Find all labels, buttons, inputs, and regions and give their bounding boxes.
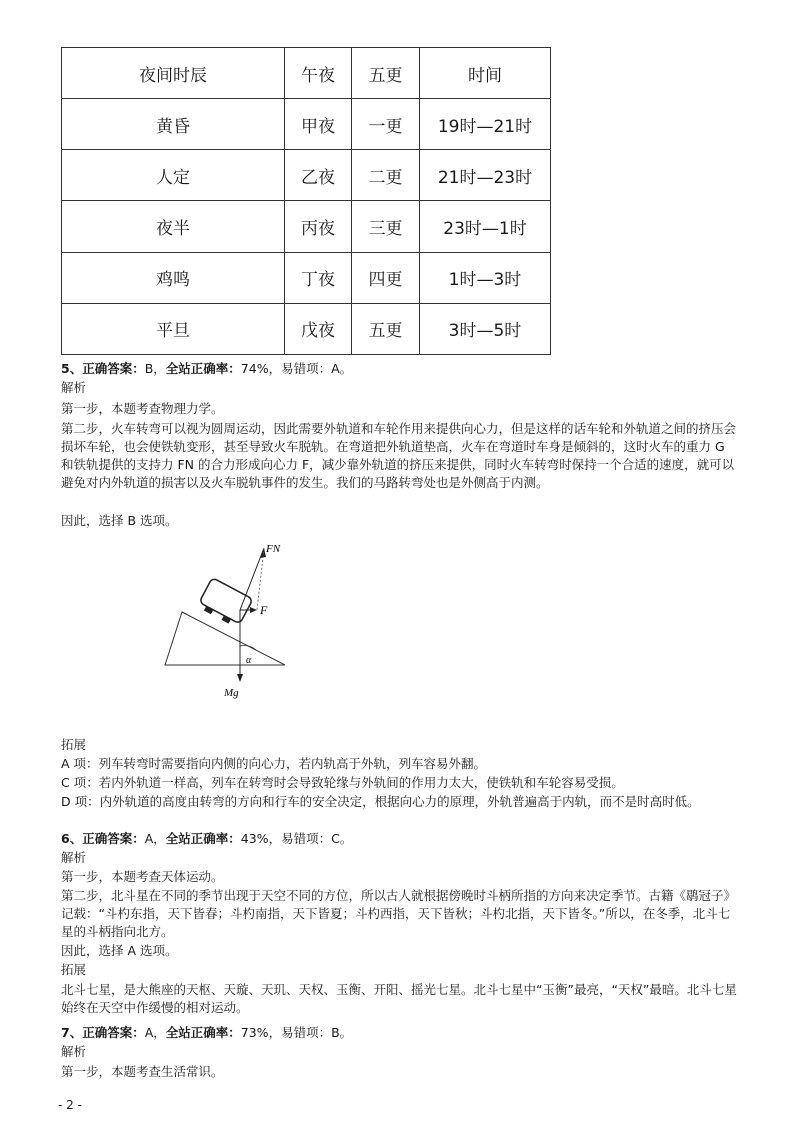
q5-answer-line <box>61 360 741 378</box>
table-cell: 一更 <box>352 99 420 150</box>
q7-answer-head: 7、正确答案： <box>61 1025 145 1040</box>
night-time-table <box>61 47 551 355</box>
table-cell: 夜半 <box>62 201 285 252</box>
table-row <box>62 99 551 150</box>
q6-rate-value: 43%，易错项：C。 <box>240 831 353 846</box>
q7-answer-value: A， <box>144 1025 166 1040</box>
table-header: 夜间时辰 <box>62 48 285 99</box>
q5-analysis-label: 解析 <box>61 380 87 395</box>
table-cell: 21时—23时 <box>420 150 551 201</box>
table-cell: 平旦 <box>62 303 285 354</box>
table-cell: 19时—21时 <box>420 99 551 150</box>
q7-step1: 第一步，本题考查生活常识。 <box>61 1064 224 1079</box>
table-cell: 二更 <box>352 150 420 201</box>
table-cell: 丁夜 <box>285 252 352 303</box>
q6-conclusion: 因此，选择 A 选项。 <box>61 943 178 958</box>
force-diagram <box>160 540 300 700</box>
table-row <box>62 150 551 201</box>
q5-expand-a: A 项：列车转弯时需要指向内侧的向心力，若内轨高于外轨，列车容易外翻。 <box>61 756 487 771</box>
q5-expand-c: C 项：若内外轨道一样高，列车在转弯时会导致轮缘与外轨间的作用力太大，使铁轨和车轮容易受损。 <box>61 775 624 790</box>
q5-conclusion: 因此，选择 B 选项。 <box>61 513 178 528</box>
q5-rate-head: 全站正确率： <box>165 361 241 376</box>
q5-rate-value: 74%，易错项：A。 <box>240 361 353 376</box>
table-cell: 丙夜 <box>285 201 352 252</box>
q6-answer-value: A， <box>144 831 166 846</box>
q7-rate-head: 全站正确率： <box>165 1025 241 1040</box>
table-cell: 3时—5时 <box>420 303 551 354</box>
table-header: 午夜 <box>285 48 352 99</box>
q5-answer-value: B， <box>144 361 166 376</box>
table-cell: 鸡鸣 <box>62 252 285 303</box>
q5-expand-label: 拓展 <box>61 737 87 752</box>
label-mg: Mg <box>224 687 239 699</box>
table-cell: 三更 <box>352 201 420 252</box>
table-cell: 1时—3时 <box>420 252 551 303</box>
q6-step1: 第一步，本题考查天体运动。 <box>61 869 224 884</box>
q6-answer-head: 6、正确答案： <box>61 831 145 846</box>
q5-step1: 第一步，本题考查物理力学。 <box>61 401 224 416</box>
table-cell: 四更 <box>352 252 420 303</box>
table-header-row <box>62 48 551 99</box>
q7-answer-line <box>61 1024 741 1042</box>
q6-answer-line <box>61 830 741 848</box>
q6-expand-text: 北斗七星，是大熊座的天枢、天璇、天玑、天权、玉衡、开阳、摇光七星。北斗七星中“玉衡”最亮，“天权”最暗。北斗七星始终在天空中作缓慢的相对运动。 <box>61 982 737 1015</box>
table-row <box>62 201 551 252</box>
table-cell: 乙夜 <box>285 150 352 201</box>
table-header: 五更 <box>352 48 420 99</box>
q6-analysis-label: 解析 <box>61 850 87 865</box>
page-number: - 2 - <box>58 1098 82 1112</box>
label-f: F <box>260 603 268 617</box>
q7-analysis-label: 解析 <box>61 1044 87 1059</box>
table-cell: 23时—1时 <box>420 201 551 252</box>
label-fn: FN <box>266 543 281 555</box>
q7-rate-value: 73%，易错项：B。 <box>240 1025 353 1040</box>
q6-expand-label: 拓展 <box>61 962 87 977</box>
table-cell: 甲夜 <box>285 99 352 150</box>
q5-step2: 第二步，火车转弯可以视为圆周运动，因此需要外轨道和车轮作用来提供向心力，但是这样的话车轮和外轨道之间的挤压会损坏车轮，也会使铁轨变形，甚至导致火车脱轨。在弯道把外轨道垫高，火车在弯道时车身是倾斜的，这时火车的重力 G 和铁轨提供的支持力 FN 的合力形成向心力 F，减少靠外轨道的挤压来提供，同时火车转弯时保持一个合适的速度，就可以避免对内外轨道的损害以及火车脱轨事件的发生。我们的马路转弯处也是外侧高于内测。 <box>61 421 737 490</box>
q5-expand-d: D 项：内外轨道的高度由转弯的方向和行车的安全决定，根据向心力的原理，外轨普遍高于内轨，而不是时高时低。 <box>61 794 700 809</box>
table-row <box>62 303 551 354</box>
table-cell: 五更 <box>352 303 420 354</box>
table-header: 时间 <box>420 48 551 99</box>
table-cell: 人定 <box>62 150 285 201</box>
q5-answer-head: 5、正确答案： <box>61 361 145 376</box>
table-cell: 黄昏 <box>62 99 285 150</box>
train-car-body <box>197 578 253 629</box>
q6-rate-head: 全站正确率： <box>165 831 241 846</box>
q6-step2: 第二步，北斗星在不同的季节出现于天空不同的方位，所以古人就根据傍晚时斗柄所指的方向来决定季节。古籍《鹖冠子》记载：“斗杓东指，天下皆春；斗杓南指，天下皆夏；斗杓西指，天下皆秋；斗杓北指，天下皆冬。”所以，在冬季，北斗七星的斗柄指向北方。 <box>61 888 737 939</box>
table-cell: 戊夜 <box>285 303 352 354</box>
label-alpha: α <box>246 655 252 666</box>
table-row <box>62 252 551 303</box>
